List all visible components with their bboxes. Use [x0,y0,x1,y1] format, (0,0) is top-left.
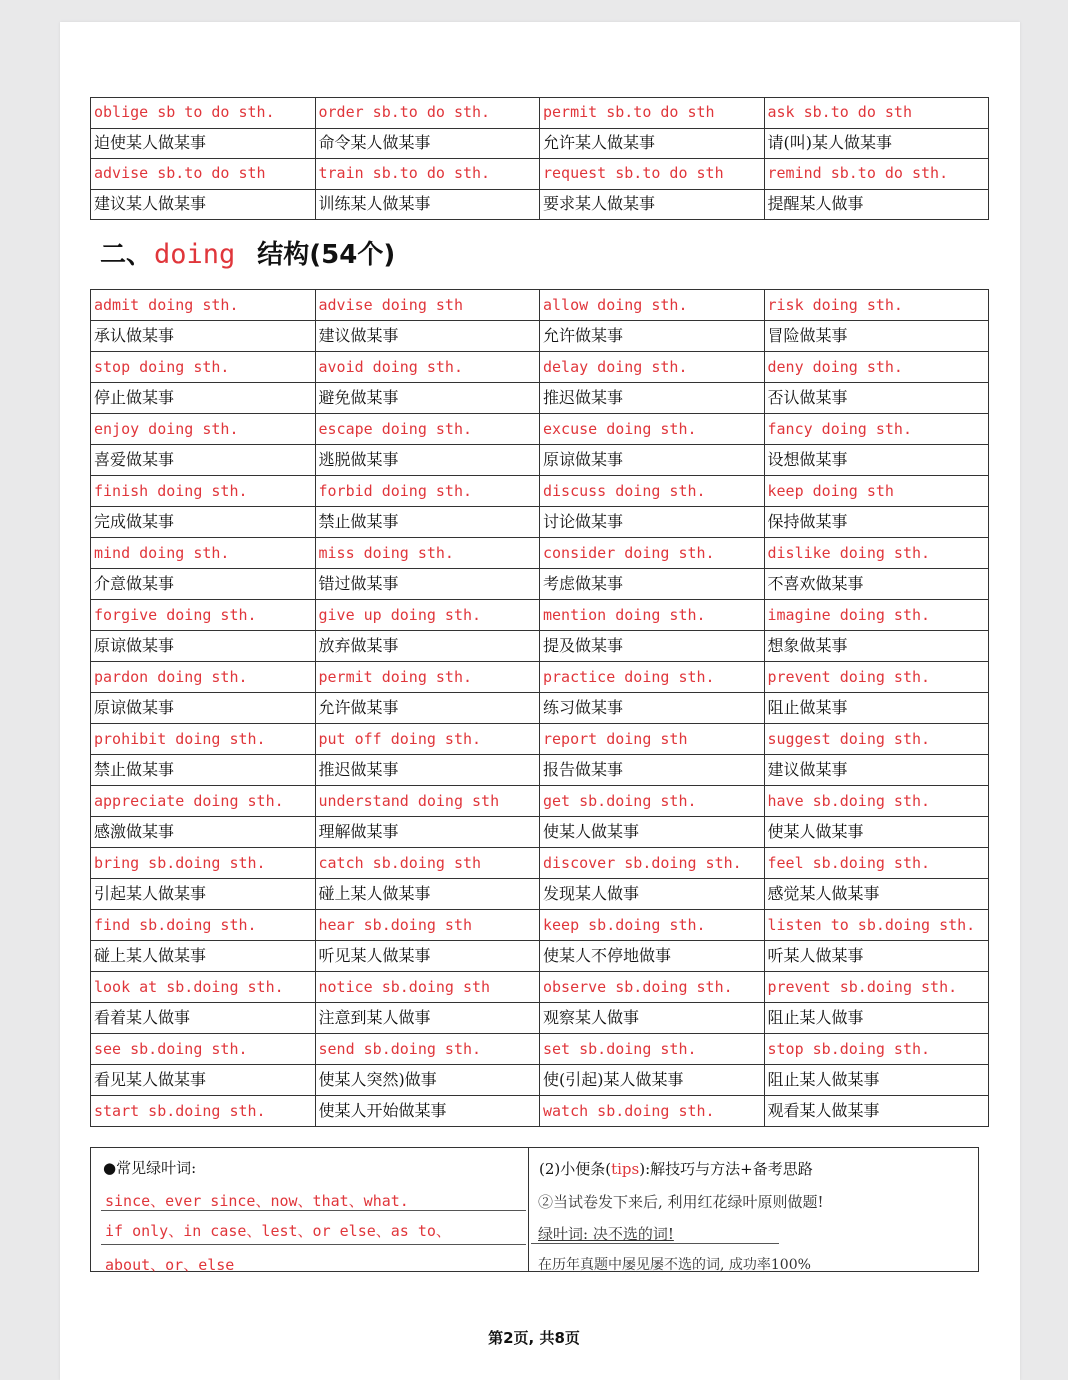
table-cell: stop doing sth. [91,352,316,383]
page-number: 第2页, 共8页 [488,1329,580,1347]
tips-title-part-1: (2)小便条( [539,1160,612,1178]
table-cell: give up doing sth. [315,600,540,631]
table-cell: 逃脱做某事 [315,445,540,476]
table-row [91,848,989,879]
table-row [91,1034,989,1065]
verb-to-do-table [90,97,989,220]
table-cell: understand doing sth [315,786,540,817]
table-cell: 完成做某事 [91,507,316,538]
table-cell: fancy doing sth. [764,414,989,445]
table-row [91,1003,989,1034]
table-cell: remind sb.to do sth. [764,159,989,190]
table-row [91,910,989,941]
table-cell: keep sb.doing sth. [540,910,765,941]
table-cell: put off doing sth. [315,724,540,755]
table-cell: 放弃做某事 [315,631,540,662]
table-cell: enjoy doing sth. [91,414,316,445]
table-cell: keep doing sth [764,476,989,507]
table-cell: 命令某人做某事 [315,128,540,159]
table-cell: 讨论做某事 [540,507,765,538]
table-cell: stop sb.doing sth. [764,1034,989,1065]
table-cell: bring sb.doing sth. [91,848,316,879]
green-leaf-title: ●常见绿叶词: [103,1159,197,1177]
table-cell: report doing sth [540,724,765,755]
table-cell: listen to sb.doing sth. [764,910,989,941]
table-cell: mention doing sth. [540,600,765,631]
table-cell: 听见某人做某事 [315,941,540,972]
table-cell: delay doing sth. [540,352,765,383]
table-cell: 介意做某事 [91,569,316,600]
table-cell: 禁止做某事 [315,507,540,538]
table-cell: suggest doing sth. [764,724,989,755]
table-row [91,662,989,693]
table-row [91,569,989,600]
table-cell: hear sb.doing sth [315,910,540,941]
table-cell: pardon doing sth. [91,662,316,693]
table-cell: request sb.to do sth [540,159,765,190]
table-row [91,972,989,1003]
table-cell: consider doing sth. [540,538,765,569]
table-cell: 建议做某事 [315,321,540,352]
heading-keyword: doing [154,239,236,270]
section-heading [100,234,395,274]
table-cell: 禁止做某事 [91,755,316,786]
table-row [91,724,989,755]
table-cell: 迫使某人做某事 [91,128,316,159]
tips-line-1: ②当试卷发下来后, 利用红花绿叶原则做题! [538,1193,824,1211]
green-leaf-line-1: since、ever since、now、that、what. [105,1192,409,1210]
table-cell: start sb.doing sth. [91,1096,316,1127]
table-cell: forbid doing sth. [315,476,540,507]
table-cell: 阻止某人做某事 [764,1065,989,1096]
table-row [91,383,989,414]
table-cell: 错过做某事 [315,569,540,600]
table-row [91,631,989,662]
tips-rule [531,1243,779,1244]
green-leaf-rule-2 [101,1244,526,1245]
table-row [91,693,989,724]
table-cell: 观看某人做某事 [764,1096,989,1127]
table-cell: see sb.doing sth. [91,1034,316,1065]
table-cell: advise doing sth [315,290,540,321]
table-cell: 感觉某人做某事 [764,879,989,910]
table-cell: 使某人做某事 [540,817,765,848]
table-cell: 发现某人做事 [540,879,765,910]
table-cell: appreciate doing sth. [91,786,316,817]
tips-line-3: 在历年真题中屡见屡不选的词, 成功率100% [538,1257,811,1273]
table-cell: finish doing sth. [91,476,316,507]
table-row [91,476,989,507]
table-cell: 原谅做某事 [540,445,765,476]
table-cell: permit doing sth. [315,662,540,693]
table-cell: 使某人突然)做事 [315,1065,540,1096]
table-cell: order sb.to do sth. [315,98,540,129]
table-row [91,1096,989,1127]
table-cell: 允许做某事 [315,693,540,724]
table-cell: 冒险做某事 [764,321,989,352]
table-cell: 听某人做某事 [764,941,989,972]
table-cell: have sb.doing sth. [764,786,989,817]
table-cell: 保持做某事 [764,507,989,538]
green-leaf-rule-1 [101,1210,526,1211]
table-cell: 看见某人做某事 [91,1065,316,1096]
tips-title [539,1158,813,1179]
table-cell: 使(引起)某人做某事 [540,1065,765,1096]
table-cell: 碰上某人做某事 [91,941,316,972]
table-cell: 练习做某事 [540,693,765,724]
table-cell: 设想做某事 [764,445,989,476]
table-cell: 避免做某事 [315,383,540,414]
table-cell: advise sb.to do sth [91,159,316,190]
table-cell: train sb.to do sth. [315,159,540,190]
table-row [91,786,989,817]
table-cell: 喜爱做某事 [91,445,316,476]
table-cell: 允许做某事 [540,321,765,352]
table-cell: imagine doing sth. [764,600,989,631]
table-cell: 想象做某事 [764,631,989,662]
table-cell: admit doing sth. [91,290,316,321]
table-row [91,159,989,190]
green-leaf-line-2: if only、in case、lest、or else、as to、 [105,1222,451,1240]
table-cell: set sb.doing sth. [540,1034,765,1065]
table-cell: 注意到某人做事 [315,1003,540,1034]
table-cell: 报告做某事 [540,755,765,786]
table-cell: dislike doing sth. [764,538,989,569]
table-cell: 阻止做某事 [764,693,989,724]
tips-title-keyword: tips [611,1160,640,1178]
table-row [91,352,989,383]
table-cell: look at sb.doing sth. [91,972,316,1003]
table-row [91,128,989,159]
table-cell: 观察某人做事 [540,1003,765,1034]
table-cell: 碰上某人做某事 [315,879,540,910]
table-cell: 建议某人做某事 [91,189,316,220]
table-cell: practice doing sth. [540,662,765,693]
table-cell: 提醒某人做事 [764,189,989,220]
table-cell: prohibit doing sth. [91,724,316,755]
table-cell: 提及做某事 [540,631,765,662]
table-cell: 使某人不停地做事 [540,941,765,972]
table-row [91,98,989,129]
table-cell: send sb.doing sth. [315,1034,540,1065]
table-cell: allow doing sth. [540,290,765,321]
green-leaf-line-3: about、or、else [105,1256,235,1274]
verb-doing-table [90,289,989,1127]
table-cell: miss doing sth. [315,538,540,569]
table-cell: 原谅做某事 [91,631,316,662]
table-cell: ask sb.to do sth [764,98,989,129]
table-cell: 阻止某人做事 [764,1003,989,1034]
table-cell: mind doing sth. [91,538,316,569]
table-cell: 使某人做某事 [764,817,989,848]
table-cell: forgive doing sth. [91,600,316,631]
table-cell: 引起某人做某事 [91,879,316,910]
table-cell: 理解做某事 [315,817,540,848]
table-cell: 推迟做某事 [315,755,540,786]
table-cell: 允许某人做某事 [540,128,765,159]
table-cell: get sb.doing sth. [540,786,765,817]
table-cell: find sb.doing sth. [91,910,316,941]
table-cell: 推迟做某事 [540,383,765,414]
table-cell: prevent sb.doing sth. [764,972,989,1003]
table-row [91,879,989,910]
table-cell: 不喜欢做某事 [764,569,989,600]
table-cell: 请(叫)某人做某事 [764,128,989,159]
table-cell: watch sb.doing sth. [540,1096,765,1127]
table-row [91,1065,989,1096]
table-cell: excuse doing sth. [540,414,765,445]
table-row [91,941,989,972]
table-cell: 感激做某事 [91,817,316,848]
table-row [91,189,989,220]
table-cell: observe sb.doing sth. [540,972,765,1003]
table-row [91,600,989,631]
table-cell: deny doing sth. [764,352,989,383]
table-cell: 使某人开始做某事 [315,1096,540,1127]
table-cell: permit sb.to do sth [540,98,765,129]
table-cell: catch sb.doing sth [315,848,540,879]
table-cell: 要求某人做某事 [540,189,765,220]
table-cell: 承认做某事 [91,321,316,352]
table-cell: discover sb.doing sth. [540,848,765,879]
table-cell: avoid doing sth. [315,352,540,383]
table-cell: oblige sb to do sth. [91,98,316,129]
table-row [91,507,989,538]
table-row [91,817,989,848]
table-cell: prevent doing sth. [764,662,989,693]
table-row [91,755,989,786]
table-cell: 看着某人做事 [91,1003,316,1034]
table-cell: escape doing sth. [315,414,540,445]
table-row [91,538,989,569]
table-cell: 考虑做某事 [540,569,765,600]
table-row [91,290,989,321]
notes-divider [528,1148,529,1271]
heading-prefix: 二、 [100,240,153,270]
table-cell: 停止做某事 [91,383,316,414]
table-cell: 训练某人做某事 [315,189,540,220]
table-row [91,414,989,445]
table-cell: discuss doing sth. [540,476,765,507]
notes-box [90,1147,979,1272]
table-row [91,321,989,352]
table-cell: 原谅做某事 [91,693,316,724]
table-cell: 建议做某事 [764,755,989,786]
heading-suffix: 结构(54个) [257,240,396,270]
table-cell: feel sb.doing sth. [764,848,989,879]
table-row [91,445,989,476]
tips-line-2: 绿叶词: 决不选的词! [538,1225,674,1243]
table-cell: risk doing sth. [764,290,989,321]
table-cell: 否认做某事 [764,383,989,414]
tips-title-part-2: ):解技巧与方法+备考思路 [639,1160,813,1178]
table-cell: notice sb.doing sth [315,972,540,1003]
